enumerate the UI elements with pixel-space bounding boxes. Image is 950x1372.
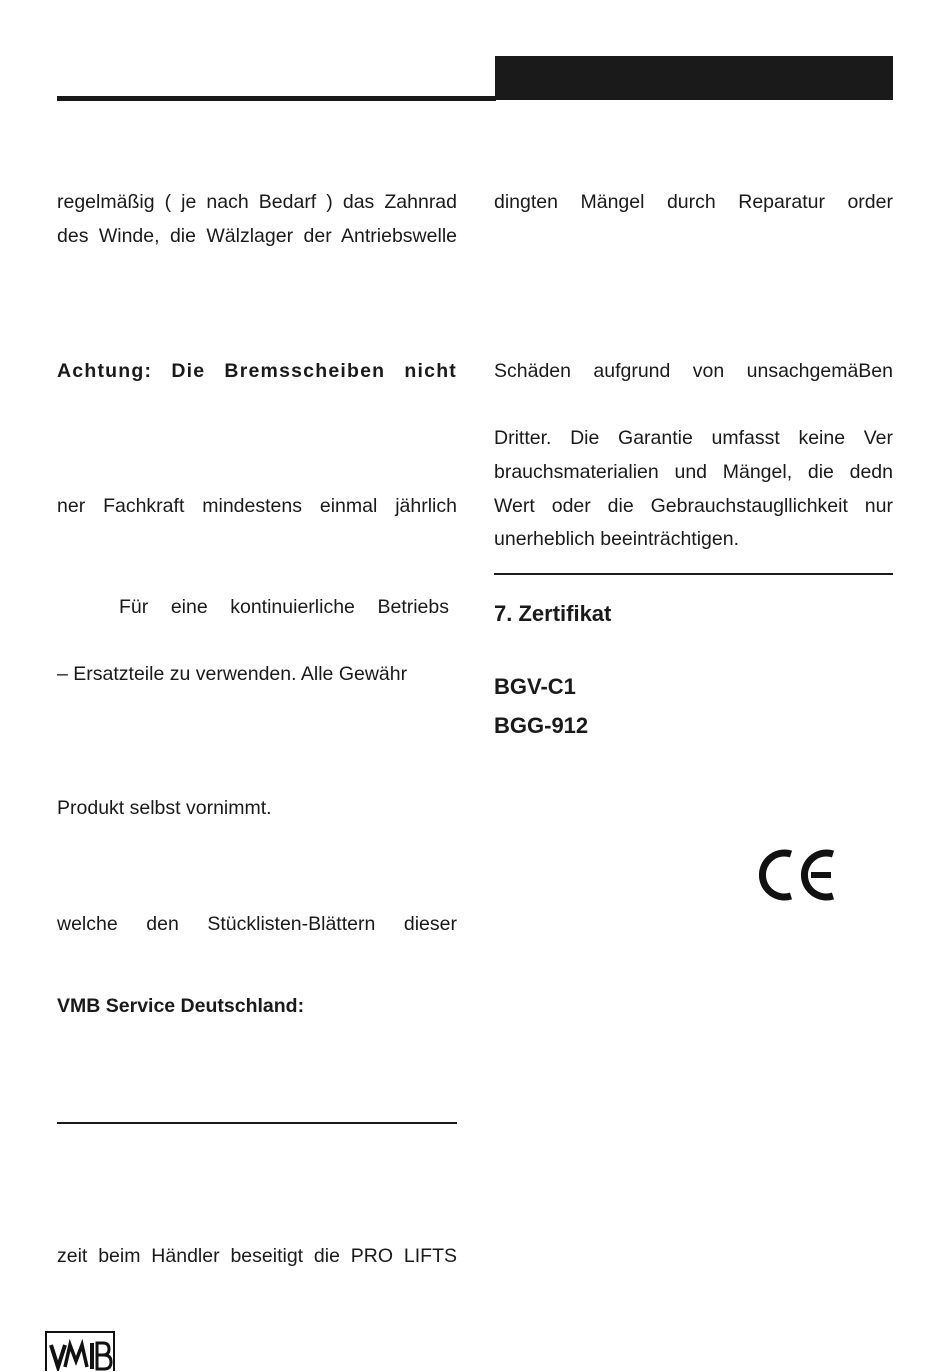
left-line-2: des Winde, die Wälzlager der Antriebswelle — [57, 225, 457, 247]
right-line-2: Schäden aufgrund von unsachgemäBen — [494, 360, 893, 382]
left-line-1: regelmäßig ( je nach Bedarf ) das Zahnrad — [57, 191, 457, 213]
service-heading: VMB Service Deutschland: — [57, 995, 305, 1017]
left-line-4: Für eine kontinuierliche Betriebs — [119, 596, 449, 618]
left-line-5: – Ersatzteile zu verwenden. Alle Gewähr — [57, 663, 408, 685]
section-heading: 7. Zertifikat — [494, 601, 612, 626]
left-line-8: zeit beim Händler beseitigt die PRO LIFTS — [57, 1245, 457, 1267]
cert-bgg-912: BGG-912 — [494, 713, 589, 738]
right-divider — [494, 573, 893, 575]
ce-mark-icon — [756, 846, 836, 904]
vmb-logo-icon — [45, 1331, 115, 1371]
right-line-1: dingten Mängel durch Reparatur order — [494, 191, 893, 213]
right-line-6: unerheblich beeinträchtigen. — [494, 528, 740, 550]
right-line-3: Dritter. Die Garantie umfasst keine Ver — [494, 427, 893, 449]
right-line-5: Wert oder die Gebrauchstaugllichkeit nur — [494, 495, 893, 517]
cert-bgv-c1: BGV-C1 — [494, 674, 576, 699]
header-bar — [495, 56, 893, 100]
left-line-6: Produkt selbst vornimmt. — [57, 797, 272, 819]
left-line-3: ner Fachkraft mindestens einmal jährlich — [57, 495, 457, 517]
right-line-4: brauchsmaterialien und Mängel, die dedn — [494, 461, 893, 483]
header-rule — [57, 96, 496, 101]
left-divider — [57, 1122, 457, 1124]
warning-text: Achtung: Die Bremsscheiben nicht — [57, 360, 457, 382]
left-line-7: welche den Stücklisten-Blättern dieser — [57, 913, 457, 935]
